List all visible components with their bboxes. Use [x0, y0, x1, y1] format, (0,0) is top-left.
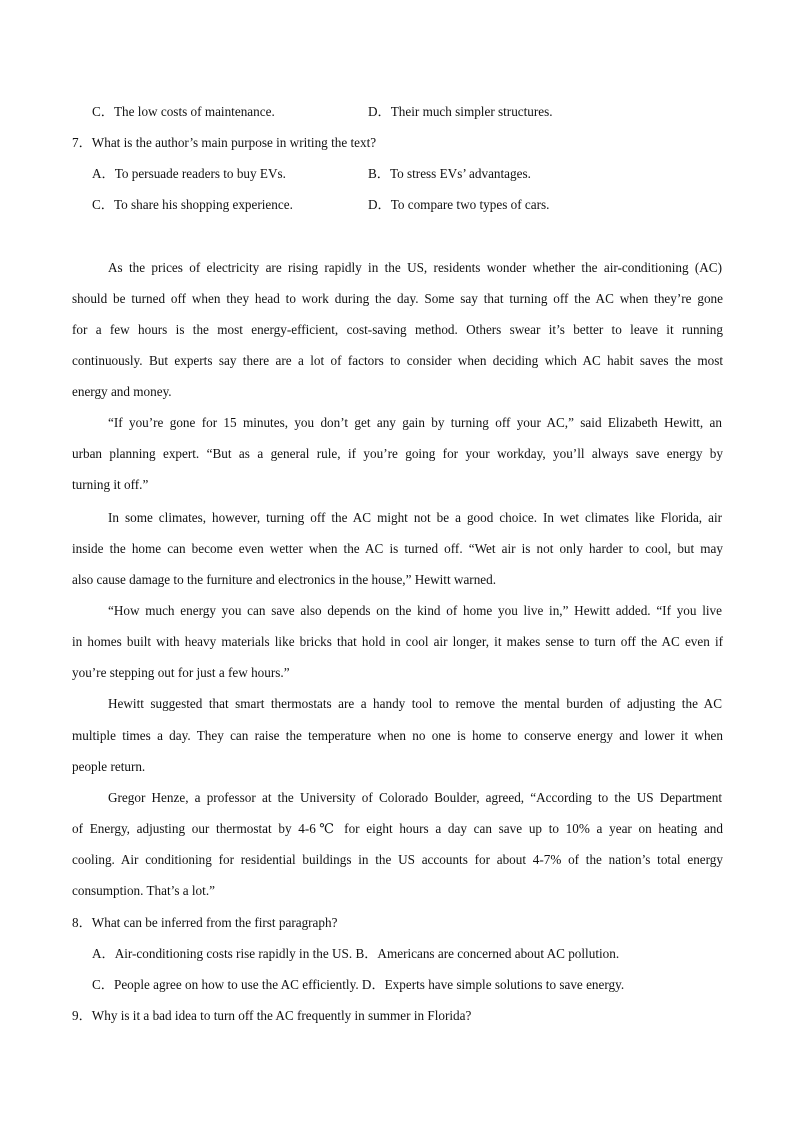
q8-options-ab: A．Air-conditioning costs rise rapidly in the US. B．Americans are concerned about AC pollution. [92, 946, 620, 961]
passage-p1-line2: should be turned off when they head to work during the day. Some say that turning off the AC when they’re gone [72, 291, 723, 306]
q7-option-c: C．To share his shopping experience. [92, 197, 293, 212]
q7-option-d: D．To compare two types of cars. [368, 197, 550, 212]
q8-options-cd: C．People agree on how to use the AC efficiently. D．Experts have simple solutions to save energy. [92, 977, 625, 992]
q7-option-a: A．To persuade readers to buy EVs. [92, 166, 286, 181]
passage-p2-line3: turning it off.” [72, 477, 149, 492]
passage-p3-line1: In some climates, however, turning off the AC might not be a good choice. In wet climates like Florida, air [108, 510, 722, 525]
passage-p4-line1: “How much energy you can save also depends on the kind of home you live in,” Hewitt added. “If you live [108, 603, 722, 618]
passage-p4-line2: in homes built with heavy materials like bricks that hold in cool air longer, it makes sense to turn off the AC even if [72, 634, 723, 649]
q6-option-d: D．Their much simpler structures. [368, 104, 553, 119]
passage-p4-line3: you’re stepping out for just a few hours.” [72, 665, 290, 680]
passage-p5-line2: multiple times a day. They can raise the temperature when no one is home to conserve energy and lower it when [72, 728, 723, 743]
q8-stem: 8．What can be inferred from the first paragraph? [72, 915, 338, 930]
passage-p5-line1: Hewitt suggested that smart thermostats are a handy tool to remove the mental burden of adjusting the AC [108, 696, 722, 711]
passage-p2-line1: “If you’re gone for 15 minutes, you don’t get any gain by turning off your AC,” said Elizabeth Hewitt, an [108, 415, 722, 430]
q6-options-cd [92, 103, 712, 121]
q7-option-b: B．To stress EVs’ advantages. [368, 166, 531, 181]
passage-p2-line2: urban planning expert. “But as a general rule, if you’re going for your workday, you’ll always save energy by [72, 446, 723, 461]
q7-stem: 7．What is the author’s main purpose in writing the text? [72, 135, 377, 150]
passage-p1-line5: energy and money. [72, 384, 172, 399]
q6-option-c: C．The low costs of maintenance. [92, 104, 275, 119]
passage-p1-line3: for a few hours is the most energy-efficient, cost-saving method. Others swear it’s better to leave it running [72, 322, 723, 337]
passage-p5-line3: people return. [72, 759, 146, 774]
passage-p1-line4: continuously. But experts say there are a lot of factors to consider when deciding which AC habit saves the most [72, 353, 723, 368]
passage-p6-line4: consumption. That’s a lot.” [72, 883, 215, 898]
passage-p3-line2: inside the home can become even wetter when the AC is turned off. “Wet air is not only harder to cool, but may [72, 541, 723, 556]
passage-p6-line3: cooling. Air conditioning for residential buildings in the US accounts for about 4-7% of the nation’s total energy [72, 852, 723, 867]
passage-p6-line2: of Energy, adjusting our thermostat by 4-6℃ for eight hours a day can save up to 10% a year on heating and [72, 821, 723, 836]
passage-p1-line1: As the prices of electricity are rising rapidly in the US, residents wonder whether the air-conditioning (AC) [108, 260, 722, 275]
passage-p6-line1: Gregor Henze, a professor at the University of Colorado Boulder, agreed, “According to the US Department [108, 790, 722, 805]
q7-options-cd [92, 196, 712, 214]
passage-p3-line3: also cause damage to the furniture and electronics in the house,” Hewitt warned. [72, 572, 497, 587]
q9-stem: 9．Why is it a bad idea to turn off the AC frequently in summer in Florida? [72, 1008, 472, 1023]
q7-options-ab [92, 165, 712, 183]
